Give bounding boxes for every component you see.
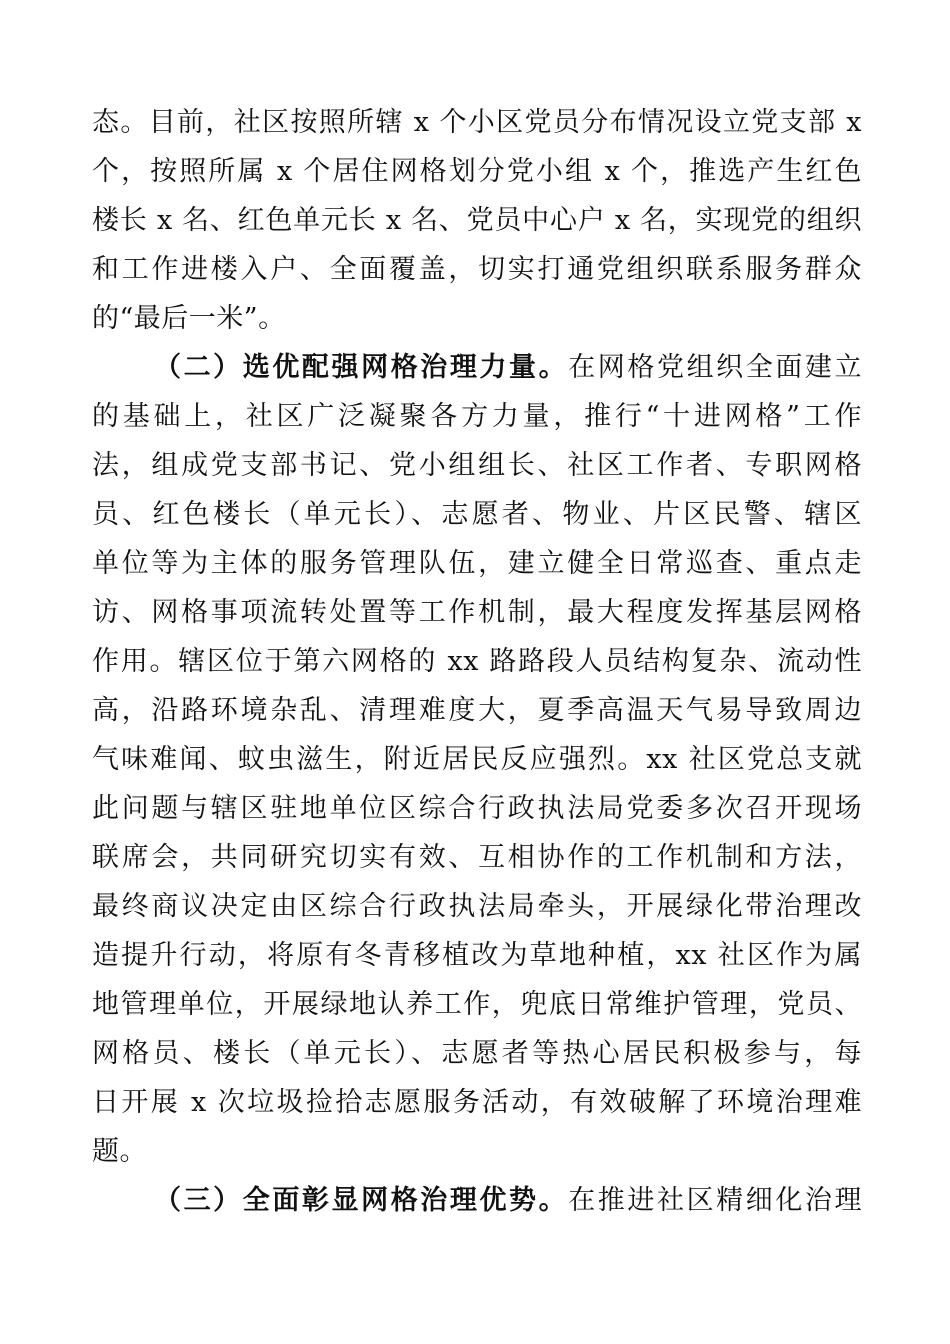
- paragraph-line: 日开展 x 次垃圾捡拾志愿服务活动，有效破解了环境治理难: [92, 1087, 862, 1118]
- paragraph-line: 此问题与辖区驻地单位区综合行政执法局党委多次召开现场: [92, 793, 862, 824]
- section-3-first-line: [92, 1176, 862, 1225]
- section-2-heading: （二）选优配强网格治理力量。: [154, 352, 569, 383]
- paragraph-line: 联席会，共同研究切实有效、互相协作的工作机制和方法，: [92, 842, 862, 873]
- paragraph-line: 造提升行动，将原有冬青移植改为草地种植，xx 社区作为属: [92, 940, 862, 971]
- paragraph-line: 最终商议决定由区综合行政执法局牵头，开展绿化带治理改: [92, 891, 862, 922]
- paragraph-line: 题。: [92, 1136, 147, 1167]
- document-page: [92, 98, 862, 1225]
- paragraph-line: 楼长 x 名、红色单元长 x 名、党员中心户 x 名，实现党的组织: [92, 205, 862, 236]
- paragraph-line: 态。目前，社区按照所辖 x 个小区党员分布情况设立党支部 x: [92, 107, 862, 138]
- paragraph-line: 单位等为主体的服务管理队伍，建立健全日常巡查、重点走: [92, 548, 862, 579]
- paragraph-line: 访、网格事项流转处置等工作机制，最大程度发挥基层网格: [92, 597, 862, 628]
- paragraph-line: 的基础上，社区广泛凝聚各方力量，推行“十进网格”工作: [92, 401, 862, 432]
- paragraph-line: 个，按照所属 x 个居住网格划分党小组 x 个，推选产生红色: [92, 156, 862, 187]
- paragraph-line: 高，沿路环境杂乱、清理难度大，夏季高温天气易导致周边: [92, 695, 862, 726]
- paragraph-line: 地管理单位，开展绿地认养工作，兜底日常维护管理，党员、: [92, 989, 862, 1020]
- paragraph-line: 和工作进楼入户、全面覆盖，切实打通党组织联系服务群众: [92, 254, 862, 285]
- paragraph-line: 员、红色楼长（单元长）、志愿者、物业、片区民警、辖区: [92, 499, 862, 530]
- paragraph-line: 作用。辖区位于第六网格的 xx 路路段人员结构复杂、流动性: [92, 646, 862, 677]
- paragraph-line: 法，组成党支部书记、党小组组长、社区工作者、专职网格: [92, 450, 862, 481]
- paragraph-line: 的“最后一米”。: [92, 303, 286, 334]
- section-3-text: 在推进社区精细化治理: [568, 1185, 863, 1216]
- section-2-first-line: [92, 343, 862, 392]
- paragraph-line: 网格员、楼长（单元长）、志愿者等热心居民积极参与，每: [92, 1038, 862, 1069]
- section-2-text: 在网格党组织全面建立: [568, 352, 863, 383]
- paragraph-line: 气味难闻、蚊虫滋生，附近居民反应强烈。xx 社区党总支就: [92, 744, 862, 775]
- section-3-heading: （三）全面彰显网格治理优势。: [154, 1185, 569, 1216]
